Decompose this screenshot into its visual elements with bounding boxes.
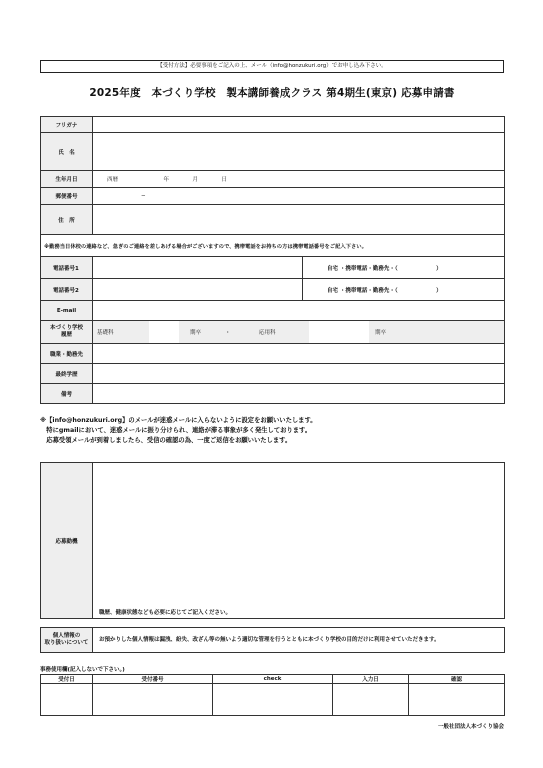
email-notes [40, 416, 504, 446]
address-label: 住 所 [41, 205, 93, 235]
phone1-label: 電話番号1 [41, 257, 93, 279]
education-field[interactable] [93, 364, 505, 384]
note-line: 応募受領メールが到着しましたら、受信の確認の為、一度ご返信をお願いいたします。 [40, 437, 292, 444]
applicant-info-table [40, 116, 505, 404]
applied-term-input[interactable] [309, 321, 369, 343]
name-label: 氏 名 [41, 133, 93, 171]
office-cell [213, 684, 333, 716]
email-label: E-mail [41, 301, 93, 321]
phone-note: ※勤務当日休校の連絡など、急ぎのご連絡を差しあげる場合がございますので、携帯電話をお持ちの方は携帯電話番号をご記入下さい。 [41, 235, 505, 257]
birthdate-era: 西暦 [107, 177, 119, 183]
phone2-type-text: 自宅 ・携帯電話・勤務先・（ ） [327, 287, 442, 294]
motivation-hint: 職歴、健康状態なども必要に応じてご記入ください。 [99, 610, 232, 616]
document-title: 2025年度 本づくり学校 製本講師養成クラス 第4期生(東京) 応募申請書 [89, 87, 455, 99]
phone1-field[interactable] [93, 257, 303, 279]
birthdate-label: 生年月日 [41, 171, 93, 188]
office-header-check: check [213, 675, 333, 684]
office-cell [333, 684, 409, 716]
motivation-label: 応募動機 [41, 463, 93, 619]
remarks-label: 備考 [41, 384, 93, 404]
birthdate-day: 日 [221, 177, 228, 183]
job-label: 職業・勤務先 [41, 344, 93, 364]
education-label: 最終学歴 [41, 364, 93, 384]
office-use-table [40, 674, 505, 716]
office-header-number: 受付番号 [93, 675, 213, 684]
note-line: ※【info@honzukuri.org】のメールが迷惑メールに入らないように設定をお願いいたします。 [40, 417, 317, 424]
office-cell [409, 684, 505, 716]
phone2-type[interactable] [303, 279, 505, 301]
basic-course-label: 基礎科 [97, 330, 114, 336]
history-field[interactable] [93, 321, 505, 344]
furigana-label: フリガナ [41, 117, 93, 133]
email-field[interactable] [93, 301, 505, 321]
privacy-table [40, 627, 505, 653]
note-line: 特にgmailにおいて、迷惑メールに振り分けられ、連絡が滞る事象が多く発生しております。 [40, 427, 312, 434]
office-header-confirm: 確認 [409, 675, 505, 684]
privacy-label: 個人情報の 取り扱いについて [41, 628, 93, 653]
zip-dash: − [141, 193, 146, 199]
office-cell [93, 684, 213, 716]
job-field[interactable] [93, 344, 505, 364]
office-cell [41, 684, 93, 716]
privacy-statement: お預かりした個人情報は漏洩、紛失、改ざん等の無いよう適切な管理を行うとともに本づくり学校の目的だけに利用させていただきます。 [99, 636, 440, 643]
motivation-field[interactable] [93, 463, 505, 619]
basic-term-suffix: 期卒 [190, 330, 202, 336]
office-header-input-date: 入力日 [333, 675, 409, 684]
submission-notice: 【受付方法】必要事項をご記入の上、メール（info@honzukuri.org）でお申し込み下さい。 [40, 60, 504, 73]
organization-name: 一般社団法人本づくり協会 [437, 724, 504, 730]
office-use-label: 事務使用欄(記入しないで下さい。) [40, 667, 125, 673]
remarks-field[interactable] [93, 384, 505, 404]
name-field[interactable] [93, 133, 505, 171]
office-header-received: 受付日 [41, 675, 93, 684]
motivation-table [40, 462, 505, 619]
zip-label: 郵便番号 [41, 188, 93, 205]
applied-course-label: 応用科 [259, 330, 276, 336]
phone1-type[interactable] [303, 257, 505, 279]
birthdate-month: 月 [192, 177, 199, 183]
furigana-field[interactable] [93, 117, 505, 133]
phone2-label: 電話番号2 [41, 279, 93, 301]
phone2-field[interactable] [93, 279, 303, 301]
applied-term-suffix: 期卒 [375, 330, 387, 336]
basic-term-input[interactable] [149, 321, 179, 343]
phone1-type-text: 自宅 ・携帯電話・勤務先・（ ） [327, 265, 442, 272]
address-field[interactable] [93, 205, 505, 235]
birthdate-year: 年 [163, 177, 170, 183]
separator-dot: ・ [225, 330, 231, 336]
history-label: 本づくり学校 履歴 [41, 321, 93, 344]
privacy-text [93, 628, 505, 653]
zip-field[interactable] [93, 188, 505, 205]
birthdate-field[interactable] [93, 171, 505, 188]
